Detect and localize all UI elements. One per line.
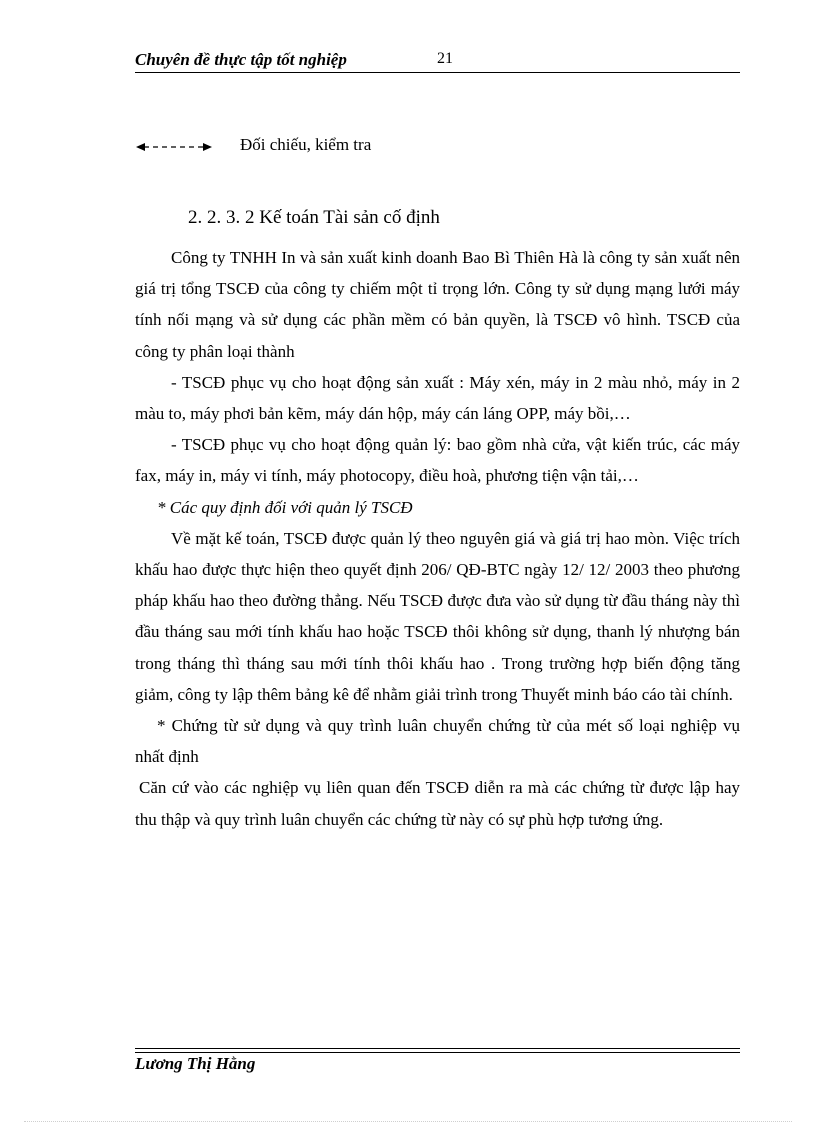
subheading-regulations: * Các quy định đối với quản lý TSCĐ	[157, 497, 413, 517]
paragraph-company-intro: Công ty TNHH In và sản xuất kinh doanh Bao Bì Thiên Hà là công ty sản xuất nên giá trị tổng TSCĐ của công ty chiếm một tỉ trọng lớn. Công ty sử dụng mạng lưới máy tính nối mạng và sử dụng các phần mềm có bản quyền, là TSCĐ vô hình. TSCĐ của công ty phân loại thành	[135, 248, 740, 361]
paragraph-accounting: Về mặt kế toán, TSCĐ được quản lý theo nguyên giá và giá trị hao mòn. Việc trích khấu hao được thực hiện theo quyết định 206/ QĐ-BTC ngày 12/ 12/ 2003 theo phương pháp khấu hao theo đường thẳng. Nếu TSCĐ được đưa vào sử dụng từ đầu tháng này thì đầu tháng sau mới tính khấu hao hoặc TSCĐ thôi không sử dụng, thanh lý nhượng bán trong tháng thì tháng sau mới tính thôi khấu hao . Trong trường hợp biến động tăng giảm, công ty lập thêm bảng kê để nhằm giải trình trong Thuyết minh báo cáo tài chính.	[135, 528, 740, 704]
page-header	[135, 48, 740, 73]
page-number: 21	[437, 50, 453, 67]
footer-double-rule	[135, 1048, 740, 1053]
paragraph-documents: Căn cứ vào các nghiệp vụ liên quan đến TSCĐ diễn ra mà các chứng từ được lập hay thu thập và quy trình luân chuyển các chứng từ này có sự phù hợp tương ứng.	[135, 778, 740, 829]
footer-author: Lương Thị Hằng	[135, 1054, 256, 1073]
body-text	[135, 242, 740, 835]
subheading-documents: * Chứng từ sử dụng và quy trình luân chuyển chứng từ của mét số loại nghiệp vụ nhất định	[135, 716, 740, 767]
page-edge-dotted-line	[24, 1121, 792, 1122]
legend-label: Đối chiếu, kiểm tra	[240, 135, 372, 154]
document-title: Chuyên đề thực tập tốt nghiệp	[135, 50, 347, 69]
paragraph-production-assets: - TSCĐ phục vụ cho hoạt động sản xuất : Máy xén, máy in 2 màu nhỏ, máy in 2 màu to, máy phơi bản kẽm, máy dán hộp, máy cán láng OPP, máy bồi,…	[135, 372, 740, 424]
section-heading: 2. 2. 3. 2 Kế toán Tài sản cố định	[188, 207, 440, 228]
paragraph-management-assets: - TSCĐ phục vụ cho hoạt động quản lý: bao gồm nhà cửa, vật kiến trúc, các máy fax, máy in, máy vi tính, máy photocopy, điều hoà, phương tiện vận tải,…	[135, 435, 740, 486]
dashed-double-arrow-icon	[136, 141, 212, 153]
